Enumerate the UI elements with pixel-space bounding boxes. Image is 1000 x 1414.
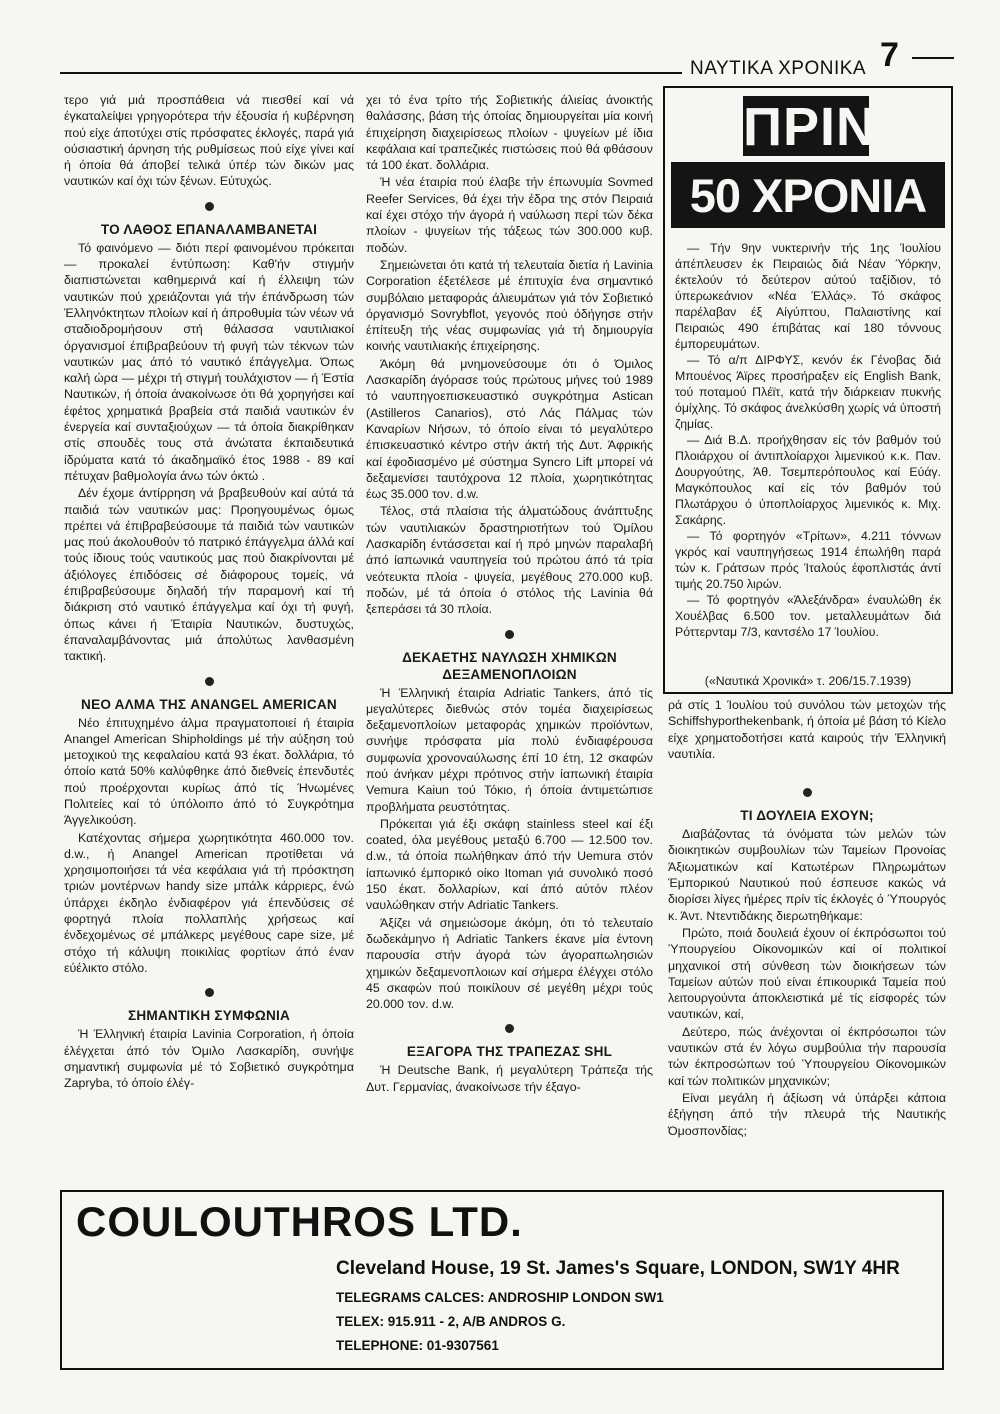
- section-bullet: [205, 202, 214, 211]
- article-heading: ΤΟ ΛΑΘΟΣ ΕΠΑΝΑΛΑΜΒΑΝΕΤΑΙ: [100, 221, 318, 237]
- article-heading: ΕΞΑΓΟΡΑ ΤΗΣ ΤΡΑΠΕΖΑΣ SHL: [406, 1044, 613, 1060]
- article-paragraph: ρά στίς 1 Ίουλίου τού συνόλου τών μετοχών τής Schiffshyporthekenbank, ή όποία μέ βάση τό Κίελο είχε χρηματοδοτήσει κατά καιρούς τήν Έλληνική ναυτιλία.: [668, 698, 946, 761]
- box-paragraph: — Τήν 9ην νυκτερινήν τής 1ης Ίουλίου άπέπλευσεν έκ Πειραιώς διά Νέαν Ύόρκην, έκτελούν τό δεύτερον αύτού ταξίδιον, τό ύπερωκεάνιον «Νέα Έλλάς». Τό σκάφος παρέλαβαν έξ Αίγύπτου, Παλαιστίνης καί Πειραιώς 490 έπιβάτας καί 180 τόννους έμπορευμάτων.: [675, 241, 941, 351]
- box-paragraph: — Τό α/π ΔΙΡΦΥΣ, κενόν έκ Γένοβας διά Μπουένος Άϊρες προσήραξεν είς English Bank, τού ποταμού Πλέϊτ, κατά τήν διάρκειαν πυκνής όμίχλης. Τό σκάφος άνελκύσθη χωρίς νά ύποστή ζημίας.: [675, 353, 941, 431]
- article-heading: ΤΙ ΔΟΥΛΕΙΑ ΕΧΟΥΝ;: [740, 808, 874, 824]
- article-paragraph: Νέο έπιτυχημένο άλμα πραγματοποιεί ή έταιρία Anangel American Shipholdings μέ τήν αύξηση τού μετοχικού της κεφαλαίου κατά 93 έκατ. δολλάρια, τό όποίο κατά 50% καλύφθηκε άπό διεθνείς έπενδυτές πού προέρχονται κυρίως άπό τίς Ήνωμένες Πολιτείες καί τό ύπόλοιπο άπό τό Συγκρότημα Άγγελικούση.: [64, 715, 354, 828]
- article-paragraph: τερο γιά μιά προσπάθεια νά πιεσθεί καί νά έγκαταλείψει γρηγορότερα τήν έξουσία ή κυβέρνηση πού είχε άποτύχει στίς πρόσφατες έκλογές, παρά γιά ούσιαστική άρνηση τής ρυθμίσεως πού είχε γίνει καί ή όποία θά άποβεί τελικά ύπέρ τών δικών μας ναυτικών καί όχι τών ξένων. Εύτυχώς.: [64, 93, 354, 189]
- article-paragraph: Ή Έλληνική έταιρία Adriatic Tankers, άπό τίς μεγαλύτερες διεθνώς στόν τομέα διαχειρίσεως δεξαμενοπλοίων μεταφοράς χημικών προϊόντων, συνήψε πρόσφατα μία πολύ ένδιαφέρουσα συμφωνία χρονοναύλωσης έπί 10 έτη, 12 σκαφών πού άνήκαν μέχρι πρότινος στήν ίαπωνική έταιρία Vemura Kaiun τού Τόκιο, ή όποία άντιμετώπισε προβλήματα ρευστότητας.: [366, 685, 653, 814]
- ad-telephone: TELEPHONE: 01-9307561: [336, 1338, 499, 1353]
- ad-telex: TELEX: 915.911 - 2, A/B ANDROS G.: [336, 1314, 566, 1329]
- section-bullet: [205, 988, 214, 997]
- article-paragraph: Τό φαινόμενο — διότι περί φαινομένου πρόκειται — προκαλεί έντύπωση: Καθ'ήν στιγμήν διαπιστώνεται καθημερινά καί ή έλλειψη τών ναυτικών πού χρειάζονται γιά τήν έπάνδρωση τών Έλληνόκτητων πλοίων καί ή άπροθυμία τών νέων νά σταδιοδρομήσουν στή θάλασσα ναυτιλιακοί όργανισμοί έπιβραβεύουν τή φυγή τών τέκνων τών ναυτικών μας άπό τό ναυτικό έπάγγελμα. Όπως καλή ώρα — μέχρι τή στιγμή τουλάχιστον — ή Έστία Ναυτικών, ή όποία άνακοίνωσε ότι θά χορηγήσει καί έφέτος χρηματικά βραβεία στά παιδιά ναυτικών έν ένεργεία καί συνταξιούχων — τά όποία διακρίθηκαν στίς σπουδές τους στά άνώτατα έκπαιδευτικά ίδρύματα κατά τό άκαδημαϊκό έτος 1988 - 89 καί πέτυχαν βαθμολογία άνω τών όκτώ .: [64, 240, 354, 483]
- page-number: 7: [880, 36, 899, 74]
- fifty-years-ago-box: [663, 86, 953, 694]
- article-paragraph: Διαβάζοντας τά όνόματα τών μελών τών διοικητικών συμβουλίων τών Ταμείων Προνοίας Άξιωματικών καί Κατωτέρων Πληρωμάτων Έμπορικού Ναυτικού πού έσπευσε κακώς νά διορίσει λίγες ήμέρες πρίν τίς έκλογές ό Ύπουργός κ. Άντ. Ντεντιδάκης διερωτηθήκαμε:: [668, 827, 946, 923]
- section-bullet: [205, 677, 214, 686]
- article-paragraph: Σημειώνεται ότι κατά τή τελευταία διετία ή Lavinia Corporation έξετέλεσε μέ έπιτυχία ένα σημαντικό συμβόλαιο μεταφοράς άλιευμάτων γιά τόν Σοβιετικό όργανισμό Sovrybflot, γεγονός πού όδήγησε στήν έπίτευξη τής νέας συμφωνίας γιά τή δημιουργία κοινής ναυτιλιακής έπιχείρησης.: [366, 257, 653, 354]
- box-paragraph: — Τό φορτηγόν «Άλεξάνδρα» έναυλώθη έκ Χουέλβας 6.500 τον. μεταλλευμάτων διά Ρόττερνταμ 7/3, καντσέλο 17 Ίουλίου.: [675, 593, 941, 639]
- banner-50-years: 50 ΧΡΟΝΙΑ: [671, 162, 945, 228]
- article-paragraph: Τέλος, στά πλαίσια τής άλματώδους άνάπτυξης τών ναυτιλιακών δραστηριοτήτων τού Όμίλου Λασκαρίδη έντάσσεται καί ή πρό μηνών παραλαβή άπό ίαπωνικά ναυπηγεία τού πρώτου άπό τά τρία νεότευκτα πλοία - ψυγεία, μεγέθους 270.000 κυβ. ποδών, μέ τά όποία ό στόλος τής Lavinia θά ξεπεράσει τά 30 πλοία.: [366, 504, 653, 617]
- article-paragraph: Κατέχοντας σήμερα χωρητικότητα 460.000 τον. d.w., ή Anangel American προτίθεται νά χρησιμοποιήσει τά νέα κεφάλαια γιά τή πρόσκτηση τριών μοντέρνων handy size μπάλκ κάρριερς, ένώ ύπάρχει έκδηλο ένδιαφέρον γιά έπενδύσεις σέ φορτηγά πλοία πολλαπλής χρήσεως καί ένδεχομένως σέ μπάλκερς μεγέθους cape size, μέ στόχο τή κάλυψη ποικιλίας φορτίων άπό έναν εύέλικτο στόλο.: [64, 830, 354, 975]
- article-paragraph: Είναι μεγάλη ή άξίωση νά ύπάρξει κάποια έξήγηση άπό τήν πλευρά τής Ναυτικής Όμοσπονδίας;: [668, 1090, 946, 1138]
- article-paragraph: Πρόκειται γιά έξι σκάφη stainless steel καί έξι coated, όλα μεγέθους μεταξύ 6.700 — 12.500 τον. d.w., τά όποία πωλήθηκαν άπό τήν Uemura στόν ίαπωνικό έμπορικό οίκο Itoman γιά συνολικό ποσό 150 έκατ. δολλαρίων, καί άπό αύτόν πλέον ναυλώθηκαν στήν Adriatic Tankers.: [366, 816, 653, 913]
- article-paragraph: Άξίζει νά σημειώσομε άκόμη, ότι τό τελευταίο δωδεκάμηνο ή Adriatic Tankers έκανε μία έντονη παρουσία στήν άγορά τών άγοραπωλησιών χημικών δεξαμενοπλοιων καί σήμερα έλέγχει στόλο 45 σκαφών πού ποικίλουν σέ μεγέθη μέχρι τούς 20.000 τον. d.w.: [366, 915, 653, 1012]
- article-paragraph: Δέν έχομε άντίρρηση νά βραβευθούν καί αύτά τά παιδιά τών ναυτικών μας: Προηγουμένως όμως πρέπει νά έπιβραβεύσουμε τά παιδιά τών ναυτικών μας πού άκολουθούν τό πατρικό έπάγγελμα άλλά καί τούς ίδιους τούς ναυτικούς μας πού διακρίνονται μέ άξιόλογες έπιδόσεις σέ διάφορους τομείς, νά έπιβραβεύσουμε δηλαδή τήν παραμονή καί τή διάκριση στό ναυτικό έπάγγελμα καί όχι τή φυγή, όπως κάνει ή Έταιρία Ναυτικών, δυστυχώς, έπαναλαμβάνοντας μιά άπολύτως λανθασμένη τακτική.: [64, 486, 354, 664]
- box-paragraph: — Τό φορτηγόν «Τρίτων», 4.211 τόννων γκρός καί ναυπηγήσεως 1914 έπωλήθη παρά τών κ. Γράτσων πρός Ίταλούς έφοπλιστάς άντί τιμής 20.750 λιρών.: [675, 529, 941, 591]
- article-paragraph: Άκόμη θά μνημονεύσουμε ότι ό Όμιλος Λασκαρίδη άγόρασε τούς πρώτους μήνες τού 1989 τό ναυπηγοεπισκευαστικό συγκρότημα Astican (Astilleros Canarios), στό Λάς Πάλμας τών Καναρίων Νήσων, τό όποίο είναι τό μεγαλύτερο έπισκευαστικό κέντρο στήν άκτή τής Δυτ. Άφρικής καί έφοδιασμένο μέ σύστημα Syncro Lift μπορεί νά δεξαμενίσει ταυτόχρονα 12 πλοία, χωρητικότητας έως 35.000 τον. d.w.: [366, 356, 653, 502]
- article-heading: ΝΕΟ ΑΛΜΑ ΤΗΣ ANANGEL AMERICAN: [81, 696, 337, 712]
- article-heading: ΔΕΚΑΕΤΗΣ ΝΑΥΛΩΣΗ ΧΗΜΙΚΩΝ ΔΕΞΑΜΕΝΟΠΛΟΙΩΝ: [402, 649, 617, 682]
- ad-telegrams: TELEGRAMS CALCES: ANDROSHIP LONDON SW1: [336, 1290, 664, 1305]
- column-1: [64, 92, 354, 1092]
- article-heading: ΣΗΜΑΝΤΙΚΗ ΣΥΜΦΩΝΙΑ: [127, 1008, 291, 1024]
- box-text: [675, 240, 941, 640]
- coulouthros-advertisement: [60, 1190, 944, 1370]
- article-paragraph: Ή νέα έταιρία πού έλαβε τήν έπωνυμία Sovmed Reefer Services, θά έχει τήν έδρα της στόν Πειραιά καί έχει στόχο τήν άγορά ή ναύλωση περί τών δέκα πλοίων - ψυγείων τής τάξεως τών 300.000 κυβ. ποδών.: [366, 175, 653, 255]
- section-bullet: [505, 630, 514, 639]
- article-paragraph: Ή Έλληνική έταιρία Lavinia Corporation, ή όποία έλέγχεται άπό τόν Όμιλο Λασκαρίδη, συνήψε σημαντική συμφωνία μέ τό Σοβιετικό συγκρότημα Zapryba, τό όποίο έλέγ-: [64, 1027, 354, 1091]
- article-paragraph: Ή Deutsche Bank, ή μεγαλύτερη Τράπεζα τής Δυτ. Γερμανίας, άνακοίνωσε τήν έξαγο-: [366, 1063, 653, 1094]
- header-rule-left: [60, 72, 682, 74]
- column-2: [366, 92, 653, 1096]
- ad-company-name: COULOUTHROS LTD.: [76, 1198, 523, 1245]
- box-paragraph: — Διά Β.Δ. προήχθησαν είς τόν βαθμόν τού Πλοιάρχου οί άντιπλοίαρχοι λιμενικού κ.κ. Παν. Δουργούτης, Άθ. Τσεμπερόπουλος καί Εύάγ. Μαγκόπουλος καί είς τόν βαθμόν τού Πλωτάρχου ό ύποπλοίαρχος λιμενικός κ. Μιχ. Σακάρης.: [675, 433, 941, 527]
- banner-prin: ΠΡΙΝ: [743, 97, 877, 157]
- box-source: («Ναυτικά Χρονικά» τ. 206/15.7.1939): [704, 674, 912, 688]
- header-rule-right: [912, 57, 954, 59]
- section-bullet: [803, 788, 812, 797]
- section-bullet: [505, 1024, 514, 1033]
- article-paragraph: Δεύτερο, πώς άνέχονται οί έκπρόσωποι τών ναυτικών στά έν λόγω συμβούλια τήν παρουσία τών έκπροσώπων τού Ύπουργείου Οίκονομικών καί τών πολιτικών μηχανικών;: [668, 1024, 946, 1088]
- column-3: [668, 697, 946, 1140]
- article-paragraph: Πρώτο, ποιά δουλειά έχουν οί έκπρόσωποι τού Ύπουργείου Οίκονομικών καί οί πολιτικοί μηχανικοί στή σύνθεση τών διοικήσεων τών Ταμείων αύτών πού είναι έπικουρικά Ταμεία πού λειτουργούντα άποκλειστικά μέ τίς είσφορές τών ναυτικών, καί,: [668, 925, 946, 1022]
- header-title: ΝΑΥΤΙΚΑ ΧΡΟΝΙΚΑ: [690, 58, 867, 79]
- ad-address: Cleveland House, 19 St. James's Square, LONDON, SW1Y 4HR: [336, 1258, 900, 1279]
- article-paragraph: χει τό ένα τρίτο τής Σοβιετικής άλιείας άνοικτής θαλάσσης, βάση τής όποίας δημιουργείται μία κοινή έπιχείρηση διαχειρίσεως πλοίων - ψυγείων μέ ίδια κεφάλαια καί τραπεζικές πιστώσεις πού θά φθάσουν τά 100 έκατ. δολλάρια.: [366, 93, 653, 173]
